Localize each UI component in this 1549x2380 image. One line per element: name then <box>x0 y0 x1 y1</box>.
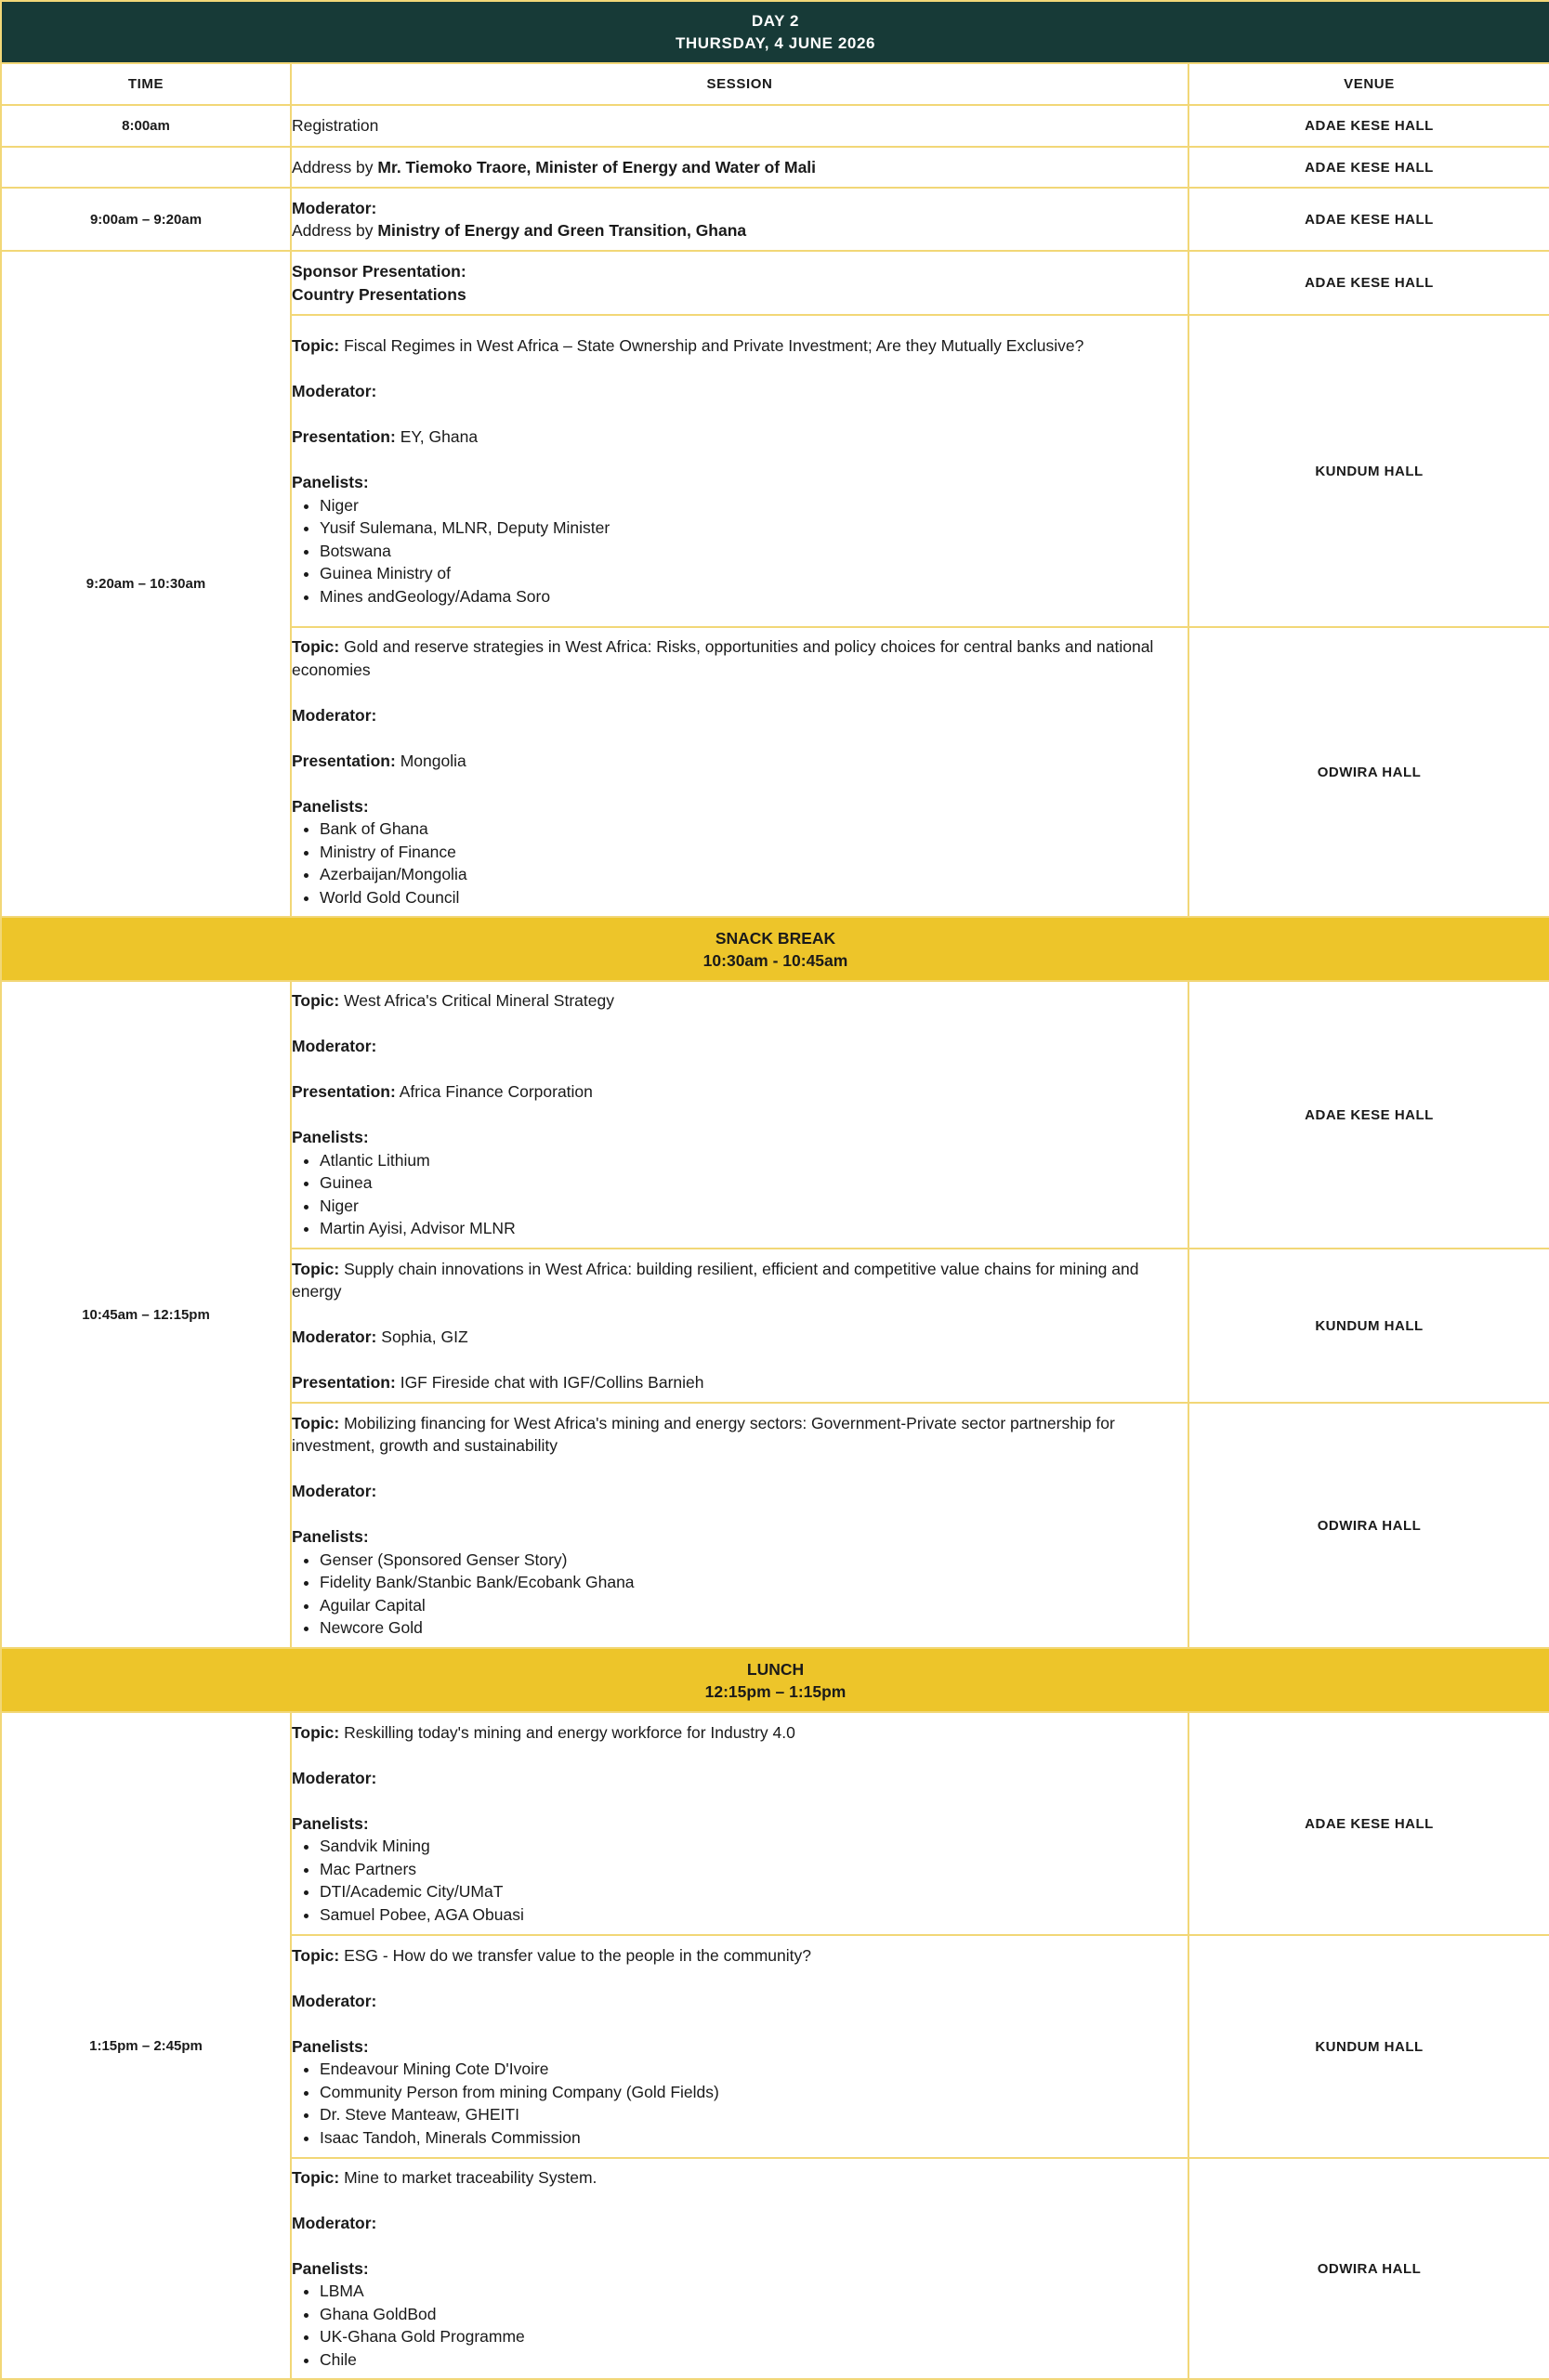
list-item: • Newcore Gold <box>320 1616 1188 1640</box>
list-item: • Isaac Tandoh, Minerals Commission <box>320 2126 1188 2150</box>
venue-cell: ODWIRA HALL <box>1188 627 1549 917</box>
session-cell <box>291 1935 1188 2158</box>
venue-cell: KUNDUM HALL <box>1188 315 1549 627</box>
list-item: • Bank of Ghana <box>320 817 1188 841</box>
panelists-label: Panelists: <box>292 1527 369 1546</box>
presentation-text: Mongolia <box>400 751 466 770</box>
list-item: • Guinea Ministry of <box>320 562 1188 585</box>
time-cell: 8:00am <box>1 105 291 147</box>
list-item: • Azerbaijan/Mongolia <box>320 863 1188 886</box>
agenda-row <box>1 251 1549 315</box>
topic-text: Fiscal Regimes in West Africa – State Ownership and Private Investment; Are they Mutually Exclusive? <box>344 336 1084 355</box>
presentation-text: IGF Fireside chat with IGF/Collins Barnieh <box>400 1373 704 1392</box>
column-header-venue: VENUE <box>1188 63 1549 105</box>
panelists-label: Panelists: <box>292 1128 369 1147</box>
session-cell <box>291 251 1188 315</box>
venue-cell: ADAE KESE HALL <box>1188 981 1549 1249</box>
topic-label: Topic: <box>292 1413 340 1432</box>
sponsor-label: Sponsor Presentation: <box>292 262 466 281</box>
moderator-label: Moderator: <box>292 1482 377 1500</box>
session-cell <box>291 627 1188 917</box>
topic-text: West Africa's Critical Mineral Strategy <box>344 991 614 1011</box>
presentation-text: Africa Finance Corporation <box>399 1082 593 1102</box>
panelist-list <box>292 2280 1188 2371</box>
session-text: Address by <box>292 157 378 177</box>
session-cell <box>291 981 1188 1249</box>
list-item: • UK-Ghana Gold Programme <box>320 2325 1188 2348</box>
time-cell: 1:15pm – 2:45pm <box>1 1712 291 2379</box>
topic-label: Topic: <box>292 1945 340 1965</box>
break-title: SNACK BREAK <box>715 928 836 948</box>
list-item: • Samuel Pobee, AGA Obuasi <box>320 1903 1188 1927</box>
topic-label: Topic: <box>292 336 340 355</box>
panelist-list <box>292 2058 1188 2149</box>
list-item: • Mac Partners <box>320 1858 1188 1881</box>
list-item: • Niger <box>320 494 1188 517</box>
session-cell <box>291 2158 1188 2379</box>
panelist-list <box>292 817 1188 909</box>
session-cell <box>291 147 1188 188</box>
session-cell <box>291 315 1188 627</box>
moderator-label: Moderator: <box>292 705 377 725</box>
agenda-row <box>1 1712 1549 1935</box>
list-item: • Niger <box>320 1195 1188 1218</box>
list-item: • LBMA <box>320 2280 1188 2303</box>
topic-label: Topic: <box>292 991 340 1011</box>
panelist-list <box>292 494 1188 608</box>
moderator-label: Moderator: <box>292 1327 377 1346</box>
topic-label: Topic: <box>292 1259 340 1278</box>
list-item: • World Gold Council <box>320 886 1188 909</box>
topic-text: Gold and reserve strategies in West Africa: Risks, opportunities and policy choices for central banks and national economies <box>292 637 1154 679</box>
agenda-row <box>1 147 1549 188</box>
presentation-label: Presentation: <box>292 1082 396 1102</box>
list-item: • Dr. Steve Manteaw, GHEITI <box>320 2103 1188 2126</box>
venue-cell: KUNDUM HALL <box>1188 1935 1549 2158</box>
panelist-list <box>292 1149 1188 1240</box>
time-cell <box>1 147 291 188</box>
time-cell: 10:45am – 12:15pm <box>1 981 291 1648</box>
list-item: • Aguilar Capital <box>320 1594 1188 1617</box>
lunch-break-row <box>1 1648 1549 1712</box>
moderator-label: Moderator: <box>292 1991 377 2010</box>
panelists-label: Panelists: <box>292 796 369 816</box>
break-title: LUNCH <box>746 1659 805 1679</box>
topic-text: Reskilling today's mining and energy workforce for Industry 4.0 <box>344 1722 795 1742</box>
session-cell <box>291 1249 1188 1403</box>
speaker-name: Mr. Tiemoko Traore, Minister of Energy and Water of Mali <box>377 157 817 177</box>
moderator-text: Sophia, GIZ <box>381 1327 468 1346</box>
presentation-label: Presentation: <box>292 427 396 446</box>
list-item: • Genser (Sponsored Genser Story) <box>320 1549 1188 1572</box>
list-item: • Ministry of Finance <box>320 841 1188 864</box>
session-text: Registration <box>292 116 379 136</box>
panelist-list <box>292 1835 1188 1926</box>
list-item: • Community Person from mining Company (Gold Fields) <box>320 2081 1188 2104</box>
column-header-row <box>1 63 1549 105</box>
break-time: 10:30am - 10:45am <box>702 950 848 970</box>
list-item: • Fidelity Bank/Stanbic Bank/Ecobank Ghana <box>320 1571 1188 1594</box>
topic-text: ESG - How do we transfer value to the people in the community? <box>344 1945 811 1965</box>
topic-label: Topic: <box>292 1722 340 1742</box>
snack-break-row <box>1 917 1549 981</box>
session-cell <box>291 188 1188 251</box>
agenda-row <box>1 105 1549 147</box>
time-cell: 9:20am – 10:30am <box>1 251 291 917</box>
list-item: • Endeavour Mining Cote D'Ivoire <box>320 2058 1188 2081</box>
session-cell <box>291 105 1188 147</box>
list-item: • Sandvik Mining <box>320 1835 1188 1858</box>
list-item: • Ghana GoldBod <box>320 2303 1188 2326</box>
panelists-label: Panelists: <box>292 473 369 491</box>
list-item: • Botswana <box>320 540 1188 563</box>
agenda-row <box>1 981 1549 1249</box>
presentation-label: Presentation: <box>292 751 396 770</box>
panelists-label: Panelists: <box>292 2036 369 2056</box>
sponsor-title: Country Presentations <box>292 284 466 304</box>
column-header-session: SESSION <box>291 63 1188 105</box>
moderator-label: Moderator: <box>292 198 377 217</box>
time-cell: 9:00am – 9:20am <box>1 188 291 251</box>
venue-cell: ADAE KESE HALL <box>1188 147 1549 188</box>
day-date: THURSDAY, 4 JUNE 2026 <box>675 33 876 52</box>
venue-cell: ODWIRA HALL <box>1188 1403 1549 1648</box>
list-item: • Yusif Sulemana, MLNR, Deputy Minister <box>320 517 1188 540</box>
venue-cell: ADAE KESE HALL <box>1188 105 1549 147</box>
moderator-label: Moderator: <box>292 382 377 400</box>
list-item: • Mines andGeology/Adama Soro <box>320 585 1188 608</box>
list-item: • Atlantic Lithium <box>320 1149 1188 1172</box>
panelists-label: Panelists: <box>292 2258 369 2278</box>
presentation-text: EY, Ghana <box>400 427 479 446</box>
break-time: 12:15pm – 1:15pm <box>704 1681 847 1701</box>
panelists-label: Panelists: <box>292 1813 369 1833</box>
session-text: Address by <box>292 221 378 240</box>
venue-cell: KUNDUM HALL <box>1188 1249 1549 1403</box>
agenda-row <box>1 188 1549 251</box>
speaker-name: Ministry of Energy and Green Transition, Ghana <box>377 221 747 240</box>
list-item: • DTI/Academic City/UMaT <box>320 1880 1188 1903</box>
list-item: • Guinea <box>320 1171 1188 1195</box>
moderator-label: Moderator: <box>292 2213 377 2232</box>
topic-text: Mine to market traceability System. <box>344 2167 597 2187</box>
topic-label: Topic: <box>292 637 340 656</box>
moderator-label: Moderator: <box>292 1768 377 1787</box>
session-cell <box>291 1712 1188 1935</box>
venue-cell: ODWIRA HALL <box>1188 2158 1549 2379</box>
venue-cell: ADAE KESE HALL <box>1188 1712 1549 1935</box>
day-header <box>1 1 1549 63</box>
session-cell <box>291 1403 1188 1648</box>
venue-cell: ADAE KESE HALL <box>1188 251 1549 315</box>
topic-text: Supply chain innovations in West Africa: building resilient, efficient and competitive value chains for mining and energy <box>292 1259 1139 1301</box>
topic-text: Mobilizing financing for West Africa's mining and energy sectors: Government-Private sector partnership for investment, growth and sustainability <box>292 1413 1115 1455</box>
day-title: DAY 2 <box>751 11 800 30</box>
moderator-label: Moderator: <box>292 1037 377 1056</box>
topic-label: Topic: <box>292 2167 340 2187</box>
panelist-list <box>292 1549 1188 1640</box>
venue-cell: ADAE KESE HALL <box>1188 188 1549 251</box>
presentation-label: Presentation: <box>292 1373 396 1392</box>
list-item: • Chile <box>320 2348 1188 2372</box>
column-header-time: TIME <box>1 63 291 105</box>
list-item: • Martin Ayisi, Advisor MLNR <box>320 1217 1188 1240</box>
